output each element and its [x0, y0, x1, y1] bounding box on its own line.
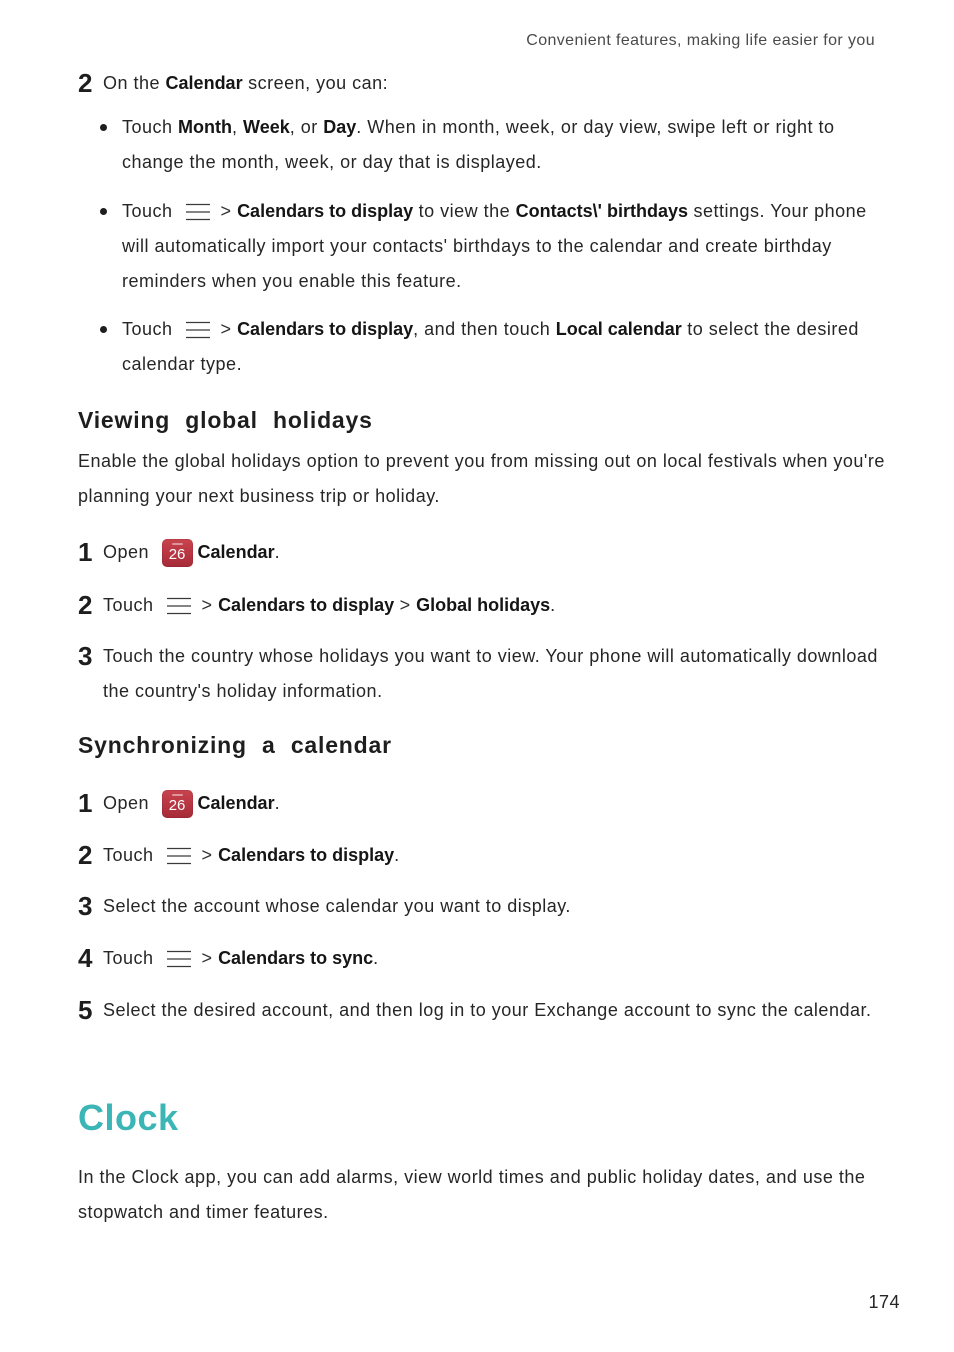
bullet-text: [122, 194, 886, 299]
step-text: [103, 588, 886, 623]
text-run: , or: [289, 117, 324, 137]
text-run: Touch: [103, 948, 160, 968]
section-heading-global-holidays: Viewing global holidays: [78, 407, 373, 433]
text-run: .: [274, 793, 281, 813]
sync-step-4: [78, 941, 886, 976]
text-run: .: [550, 595, 556, 615]
text-run: Touch: [122, 319, 179, 339]
global-holidays-step-3: [78, 639, 886, 709]
calendar-icon-header-mark: [172, 794, 183, 796]
separator: >: [394, 595, 417, 615]
menu-icon: [166, 845, 192, 867]
bold-term-week: Week: [243, 117, 290, 137]
bold-term-global-holidays: Global holidays: [416, 595, 551, 615]
step-number: 2: [78, 68, 93, 98]
section-heading-sync-calendar: Synchronizing a calendar: [78, 732, 392, 758]
global-holidays-step-1: [78, 535, 886, 570]
text-run: settings. Your phone will automatically import your contacts' birthdays to the calendar and create birthday reminders when you enable this feature.: [122, 201, 867, 291]
step-text: [103, 786, 886, 821]
text-run: Touch: [103, 595, 160, 615]
bullet-item-views: [122, 110, 886, 180]
bold-term-day: Day: [323, 117, 357, 137]
bullet-dot: [100, 326, 107, 333]
calendar-icon-day: 26: [168, 546, 186, 564]
text-run: to select the desired calendar type.: [122, 319, 859, 374]
step-text: [103, 66, 886, 101]
calendar-icon-header-mark: [172, 543, 183, 545]
bold-term-calendar: Calendar: [165, 73, 243, 93]
bullet-dot: [100, 124, 107, 131]
calendar-icon-day: 26: [168, 797, 186, 815]
bullet-text: [122, 110, 886, 180]
calendar-app-icon: [162, 539, 193, 567]
separator: >: [215, 201, 238, 221]
step-text: Select the desired account, and then log in to your Exchange account to sync the calendar.: [103, 1000, 872, 1020]
running-header: Convenient features, making life easier for you: [526, 32, 875, 49]
bold-term-calendars-to-display: Calendars to display: [237, 201, 414, 221]
step-number: 2: [78, 840, 93, 870]
step-number: 3: [78, 641, 93, 671]
text-run: Touch: [122, 117, 179, 137]
bold-term-contacts-birthdays: Contacts\' birthdays: [515, 201, 688, 221]
text-run: On the: [103, 73, 166, 93]
chapter-heading-clock: Clock: [78, 1097, 179, 1138]
separator: >: [196, 948, 219, 968]
text-run: screen, you can:: [242, 73, 389, 93]
text-run: ,: [232, 117, 244, 137]
step-number: 2: [78, 590, 93, 620]
bold-term-calendars-to-display: Calendars to display: [218, 845, 395, 865]
step-text: [103, 838, 886, 873]
text-run: .: [274, 542, 281, 562]
step-number: 1: [78, 788, 93, 818]
step-text: [103, 535, 886, 570]
text-run: to view the: [413, 201, 516, 221]
separator: >: [215, 319, 238, 339]
bold-term-calendar: Calendar: [197, 542, 275, 562]
step-text: [103, 941, 886, 976]
text-run: , and then touch: [413, 319, 556, 339]
bullet-dot: [100, 208, 107, 215]
text-run: Open: [103, 542, 155, 562]
separator: >: [196, 845, 219, 865]
bold-term-local-calendar: Local calendar: [555, 319, 682, 339]
bold-term-calendar: Calendar: [197, 793, 275, 813]
global-holidays-step-2: [78, 588, 886, 623]
step-text: Select the account whose calendar you want to display.: [103, 896, 571, 916]
page-number: 174: [868, 1292, 900, 1312]
step-number: 3: [78, 891, 93, 921]
text-run: .: [373, 948, 379, 968]
text-run: Open: [103, 793, 155, 813]
text-run: . When in month, week, or day view, swipe left or right to change the month, week, or day that is displayed.: [122, 117, 835, 172]
text-run: .: [394, 845, 400, 865]
bold-term-month: Month: [178, 117, 233, 137]
step-number: 4: [78, 943, 93, 973]
step-number: 5: [78, 995, 93, 1025]
menu-icon: [166, 948, 192, 970]
sync-step-2: [78, 838, 886, 873]
calendar-screen-step: [78, 66, 886, 101]
bold-term-calendars-to-sync: Calendars to sync: [218, 948, 374, 968]
sync-step-5: [78, 993, 886, 1028]
menu-icon: [166, 595, 192, 617]
menu-icon: [185, 201, 211, 223]
sync-step-1: [78, 786, 886, 821]
bullet-item-birthdays: [122, 194, 886, 299]
text-run: Touch: [103, 845, 160, 865]
bold-term-calendars-to-display: Calendars to display: [237, 319, 414, 339]
sync-step-3: [78, 889, 886, 924]
separator: >: [196, 595, 219, 615]
text-run: Touch: [122, 201, 179, 221]
calendar-app-icon: [162, 790, 193, 818]
step-text: Touch the country whose holidays you want to view. Your phone will automatically download the country's holiday information.: [103, 646, 878, 701]
step-number: 1: [78, 537, 93, 567]
global-holidays-intro: Enable the global holidays option to prevent you from missing out on local festivals when you're planning your next business trip or holiday.: [78, 451, 885, 506]
bullet-text: [122, 312, 886, 382]
menu-icon: [185, 319, 211, 341]
clock-intro: In the Clock app, you can add alarms, view world times and public holiday dates, and use the stopwatch and timer features.: [78, 1167, 866, 1222]
bullet-item-local-calendar: [122, 312, 886, 382]
bold-term-calendars-to-display: Calendars to display: [218, 595, 395, 615]
